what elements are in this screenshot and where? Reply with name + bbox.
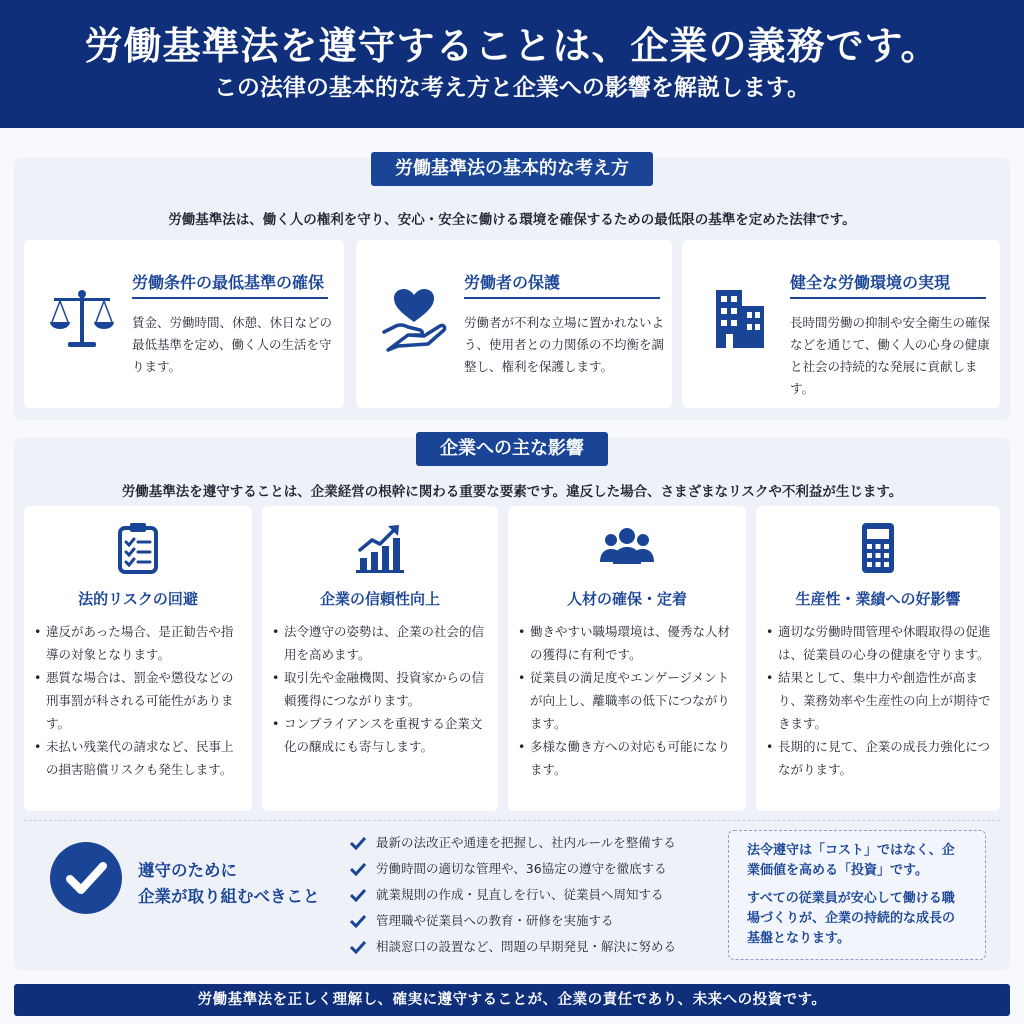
principle-title: 労働条件の最低基準の確保: [132, 270, 328, 299]
impact-list: [272, 620, 490, 758]
people-group-icon: [599, 520, 655, 576]
list-item: • 取引先や金融機関、投資家からの信頼獲得につながります。: [272, 666, 490, 712]
actions-title: 遵守のために 企業が取り組むべきこと: [138, 861, 320, 906]
impact-title: 生産性・業績への好影響: [795, 590, 961, 608]
principle-card: [682, 240, 1000, 408]
check-circle-icon: [50, 842, 122, 914]
impact-list: [34, 620, 244, 781]
list-item: 管理職や従業員への教育・研修を実施する: [350, 908, 676, 934]
impact-list: [766, 620, 992, 781]
principle-card: [356, 240, 672, 408]
impacts-heading: 企業への主な影響: [416, 432, 608, 466]
section-divider: [24, 820, 1000, 821]
list-item: • 多様な働き方への対応も可能になります。: [518, 735, 738, 781]
principle-title: 健全な労働環境の実現: [790, 270, 986, 299]
growth-chart-icon: [352, 520, 408, 576]
list-item: • 適切な労働時間管理や休暇取得の促進は、従業員の心身の健康を守ります。: [766, 620, 992, 666]
impact-title: 人材の確保・定着: [566, 590, 687, 608]
checkmark-icon: [350, 862, 366, 876]
actions-list: [350, 830, 676, 960]
principles-lead: 労働基準法は、働く人の権利を守り、安心・安全に働ける環境を確保するための最低限の基準を定めた法律です。: [168, 212, 856, 228]
principle-text: 長時間労働の抑制や安全衛生の確保などを通じて、働く人の心身の健康と社会の持続的な発展に貢献します。: [790, 315, 991, 396]
list-item: • 法令遵守の姿勢は、企業の社会的信用を高めます。: [272, 620, 490, 666]
list-item: 相談窓口の設置など、問題の早期発見・解決に努める: [350, 934, 676, 960]
principle-title: 労働者の保護: [464, 270, 660, 299]
impact-title: 企業の信頼性向上: [319, 590, 440, 608]
checkmark-icon: [350, 836, 366, 850]
page-subtitle: この法律の基本的な考え方と企業への影響を解説します。: [213, 75, 811, 101]
clipboard-checklist-icon: [110, 520, 166, 576]
impact-list: [518, 620, 738, 781]
checkmark-icon: [350, 914, 366, 928]
checkmark-icon: [350, 940, 366, 954]
list-item: • 違反があった場合、是正勧告や指導の対象となります。: [34, 620, 244, 666]
principles-section: [14, 158, 1010, 420]
list-item: • 長期的に見て、企業の成長力強化につながります。: [766, 735, 992, 781]
principle-text: 賃金、労働時間、休憩、休日などの最低基準を定め、働く人の生活を守ります。: [132, 315, 333, 374]
impact-card: [24, 506, 252, 811]
impact-card: [756, 506, 1000, 811]
principle-card: [24, 240, 344, 408]
list-item: • 働きやすい職場環境は、優秀な人材の獲得に有利です。: [518, 620, 738, 666]
list-item: • コンプライアンスを重視する企業文化の醸成にも寄与します。: [272, 712, 490, 758]
callout-text: すべての従業員が安心して働ける職場づくりが、企業の持続的な成長の基盤となります。: [747, 891, 956, 946]
list-item: • 悪質な場合は、罰金や懲役などの刑事罰が科される可能性があります。: [34, 666, 244, 735]
hand-heart-icon: [378, 282, 450, 354]
list-item: • 未払い残業代の請求など、民事上の損害賠償リスクも発生します。: [34, 735, 244, 781]
impact-card: [508, 506, 746, 811]
footer-banner: 労働基準法を正しく理解し、確実に遵守することが、企業の責任であり、未来への投資です。: [14, 984, 1010, 1016]
callout-text: 法令遵守は「コスト」ではなく、企業価値を高める「投資」です。: [747, 843, 955, 878]
list-item: 最新の法改正や通達を把握し、社内ルールを整備する: [350, 830, 676, 856]
list-item: • 結果として、集中力や創造性が高まり、業務効率や生産性の向上が期待できます。: [766, 666, 992, 735]
impact-card: [262, 506, 498, 811]
principle-text: 労働者が不利な立場に置かれないよう、使用者との力関係の不均衡を調整し、権利を保護します。: [464, 315, 665, 374]
impacts-section: [14, 438, 1010, 970]
building-icon: [704, 282, 776, 354]
list-item: 就業規則の作成・見直しを行い、従業員へ周知する: [350, 882, 676, 908]
callout-box: [728, 830, 986, 960]
hero-banner: [0, 0, 1024, 128]
impact-title: 法的リスクの回避: [78, 590, 198, 608]
impacts-lead: 労働基準法を遵守することは、企業経営の根幹に関わる重要な要素です。違反した場合、さまざまなリスクや不利益が生じます。: [121, 484, 903, 500]
scales-icon: [46, 282, 118, 354]
list-item: • 従業員の満足度やエンゲージメントが向上し、離職率の低下につながります。: [518, 666, 738, 735]
list-item: 労働時間の適切な管理や、36協定の遵守を徹底する: [350, 856, 676, 882]
page-title: 労働基準法を遵守することは、企業の義務です。: [84, 24, 940, 68]
principles-heading: 労働基準法の基本的な考え方: [371, 152, 653, 186]
checkmark-icon: [350, 888, 366, 902]
calculator-icon: [850, 520, 906, 576]
